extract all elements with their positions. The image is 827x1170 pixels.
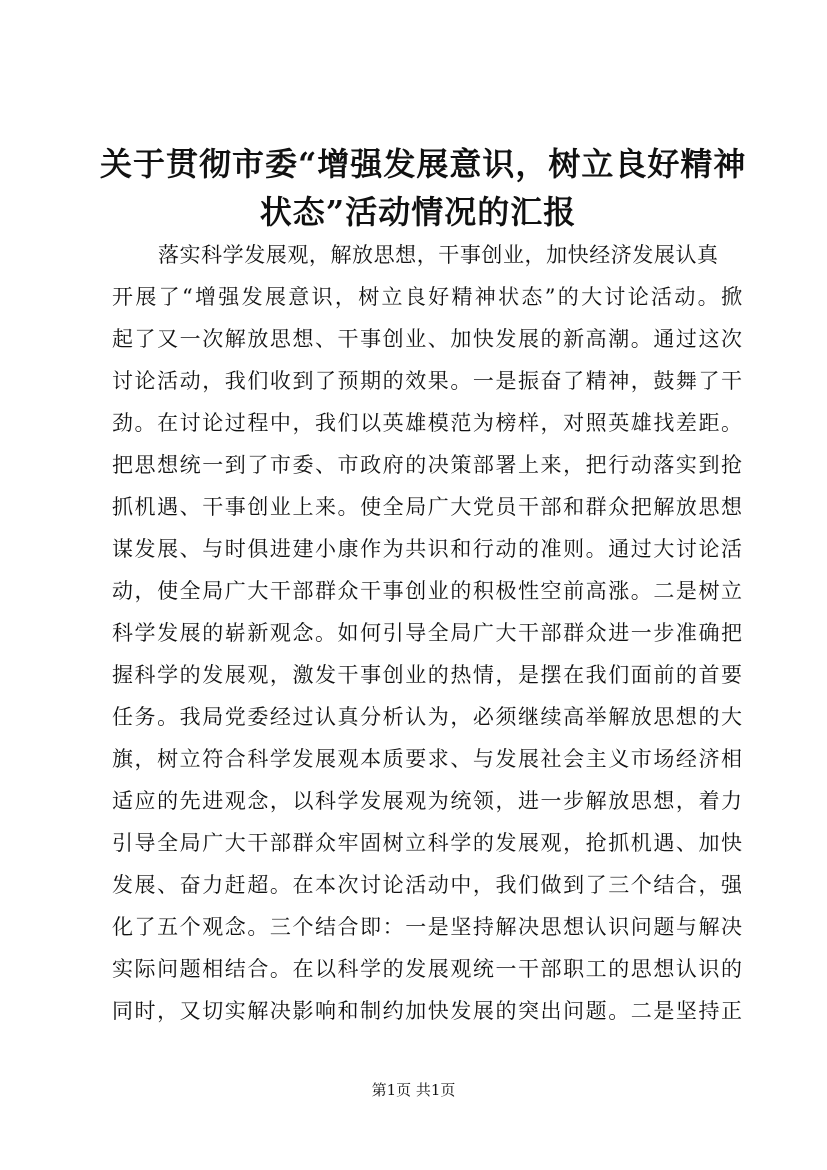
body-text-line: 讨论活动，我们收到了预期的效果。一是振奋了精神，鼓舞了干 xyxy=(112,369,742,393)
body-text-line: 任务。我局党委经过认真分析认为，必须继续高举解放思想的大 xyxy=(112,705,742,729)
document-title-line-2: 状态”活动情况的汇报 xyxy=(259,193,577,231)
page-footer: 第1页 共1页 xyxy=(371,1081,456,1099)
body-text-line: 同时，又切实解决影响和制约加快发展的突出问题。二是坚持正 xyxy=(112,999,742,1023)
body-text-line: 把思想统一到了市委、市政府的决策部署上来，把行动落实到抢 xyxy=(112,453,742,477)
body-text-line: 适应的先进观念，以科学发展观为统领，进一步解放思想，着力 xyxy=(112,789,742,813)
body-text-line: 旗，树立符合科学发展观本质要求、与发展社会主义市场经济相 xyxy=(112,747,742,771)
body-text-line: 开展了“增强发展意识，树立良好精神状态”的大讨论活动。掀 xyxy=(112,285,742,309)
body-text-line: 动，使全局广大干部群众干事创业的积极性空前高涨。二是树立 xyxy=(112,579,742,603)
body-text-line: 实际问题相结合。在以科学的发展观统一干部职工的思想认识的 xyxy=(112,957,742,981)
body-text-line: 发展、奋力赶超。在本次讨论活动中，我们做到了三个结合，强 xyxy=(112,873,742,897)
body-text-line: 引导全局广大干部群众牢固树立科学的发展观，抢抓机遇、加快 xyxy=(112,831,742,855)
body-text-line: 谋发展、与时俱进建小康作为共识和行动的准则。通过大讨论活 xyxy=(112,537,742,561)
body-text-line: 握科学的发展观，激发干事创业的热情，是摆在我们面前的首要 xyxy=(112,663,742,687)
body-text-line: 落实科学发展观，解放思想，干事创业，加快经济发展认真 xyxy=(158,243,718,267)
document-title-line-1: 关于贯彻市委“增强发展意识，树立良好精神 xyxy=(100,145,747,183)
body-text-line: 劲。在讨论过程中，我们以英雄模范为榜样，对照英雄找差距。 xyxy=(112,411,742,435)
body-text-line: 起了又一次解放思想、干事创业、加快发展的新高潮。通过这次 xyxy=(112,327,742,351)
body-text-line: 科学发展的崭新观念。如何引导全局广大干部群众进一步准确把 xyxy=(112,621,742,645)
body-text-line: 抓机遇、干事创业上来。使全局广大党员干部和群众把解放思想 xyxy=(112,495,742,519)
body-text-line: 化了五个观念。三个结合即：一是坚持解决思想认识问题与解决 xyxy=(112,915,742,939)
